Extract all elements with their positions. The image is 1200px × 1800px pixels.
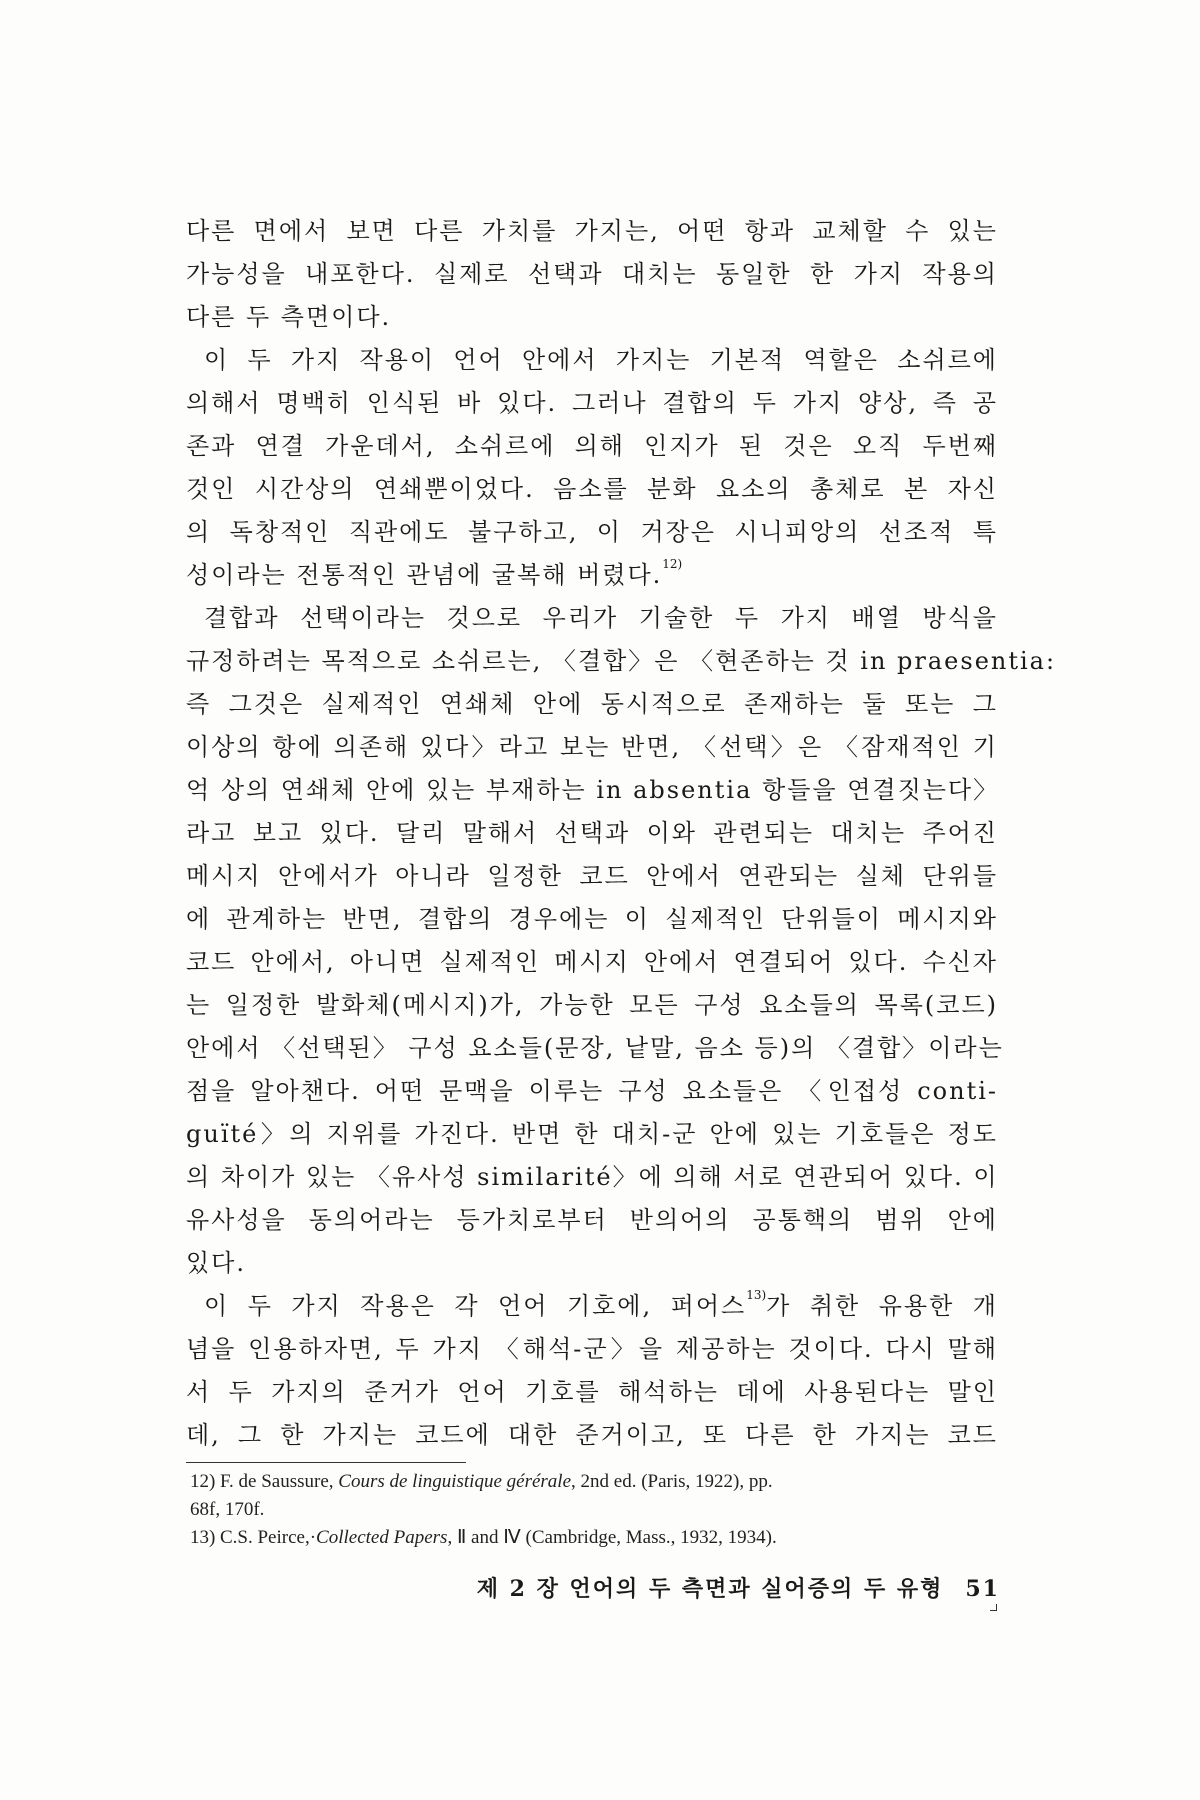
footnotes: [190, 1468, 1000, 1552]
text-line: [186, 1414, 998, 1457]
text-line: [186, 683, 998, 726]
text-line: [186, 1027, 1004, 1070]
page-number: 51: [965, 1576, 1000, 1602]
text-line: [186, 554, 998, 597]
line-text: 념을 인용하자면, 두 가지 〈해석-군〉을 제공하는 것이다. 다시 말해: [186, 1335, 998, 1363]
footnote-rule: [186, 1462, 466, 1463]
footnote-title: Collected Papers: [316, 1527, 448, 1548]
text-line: [186, 468, 998, 511]
line-text: 즉 그것은 실제적인 연쇄체 안에 동시적으로 존재하는 둘 또는 그: [186, 690, 998, 718]
corner-mark: [990, 1604, 997, 1611]
text-line: [186, 855, 998, 898]
footnote-ref: 13): [746, 1288, 767, 1302]
footnote-author: C.S. Peirce,·: [220, 1527, 317, 1548]
line-text: 는 일정한 발화체(메시지)가, 가능한 모든 구성 요소들의 목록(코드): [186, 991, 998, 1019]
text-line: [186, 1070, 998, 1113]
text-line: [186, 253, 998, 296]
running-footer: [420, 1572, 1000, 1603]
text-line: [186, 597, 998, 640]
line-text: 의 차이가 있는 〈유사성 similarité〉에 의해 서로 연관되어 있다. 이: [186, 1163, 999, 1191]
line-text: 코드 안에서, 아니면 실제적인 메시지 안에서 연결되어 있다. 수신자: [186, 948, 998, 976]
text-line: [186, 425, 998, 468]
text-line: [186, 640, 1057, 683]
footnote-details: , Ⅱ and Ⅳ (Cambridge, Mass., 1932, 1934).: [447, 1527, 777, 1548]
line-text: 것인 시간상의 연쇄뿐이었다. 음소를 분화 요소의 총체로 본 자신: [186, 475, 998, 503]
line-text: 규정하려는 목적으로 소쉬르는, 〈결합〉은 〈현존하는 것 in praesentia:: [186, 647, 1057, 675]
text-line: [186, 984, 998, 1027]
text-line: [186, 1328, 998, 1371]
text-line: [186, 812, 998, 855]
text-line: [186, 1371, 998, 1414]
chapter-title: 제 2 장 언어의 두 측면과 실어증의 두 유형: [476, 1576, 944, 1602]
text-line: [186, 941, 998, 984]
text-line: [186, 296, 998, 339]
line-text: 서 두 가지의 준거가 언어 기호를 해석하는 데에 사용된다는 말인: [186, 1378, 998, 1406]
line-text: 있다.: [186, 1249, 246, 1277]
line-text: 라고 보고 있다. 달리 말해서 선택과 이와 관련되는 대치는 주어진: [186, 819, 998, 847]
line-text: 의 독창적인 직관에도 불구하고, 이 거장은 시니피앙의 선조적 특: [186, 518, 998, 546]
footnote-author: F. de Saussure,: [220, 1471, 339, 1492]
line-text: 점을 알아챈다. 어떤 문맥을 이루는 구성 요소들은 〈인접성 conti-: [186, 1077, 998, 1105]
line-text: 의해서 명백히 인식된 바 있다. 그러나 결합의 두 가지 양상, 즉 공: [186, 389, 998, 417]
text-line: [186, 726, 998, 769]
text-line: [186, 898, 998, 941]
footnote: [190, 1468, 1000, 1496]
text-line: [186, 339, 998, 382]
line-text: 이 두 가지 작용이 언어 안에서 가지는 기본적 역할은 소쉬르에: [204, 346, 998, 374]
line-text: 안에서 〈선택된〉 구성 요소들(문장, 낱말, 음소 등)의 〈결합〉이라는: [186, 1034, 1004, 1062]
line-text: 결합과 선택이라는 것으로 우리가 기술한 두 가지 배열 방식을: [204, 604, 998, 632]
line-text: 이 두 가지 작용은 각 언어 기호에, 퍼어스: [204, 1292, 747, 1320]
footnote-ref: 12): [662, 557, 683, 571]
text-line: [186, 1156, 998, 1199]
text-line: [186, 210, 998, 253]
line-text: 다른 면에서 보면 다른 가치를 가지는, 어떤 항과 교체할 수 있는: [186, 217, 998, 245]
footnote-title: Cours de linguistique gérérale: [338, 1471, 572, 1492]
line-text: 데, 그 한 가지는 코드에 대한 준거이고, 또 다른 한 가지는 코드: [186, 1421, 998, 1449]
text-line: [186, 769, 998, 812]
line-text-after: 가 취한 유용한 개: [766, 1292, 998, 1320]
line-text: 가능성을 내포한다. 실제로 선택과 대치는 동일한 한 가지 작용의: [186, 260, 998, 288]
line-text: 유사성을 동의어라는 등가치로부터 반의어의 공통핵의 범위 안에: [186, 1206, 998, 1234]
line-text: 메시지 안에서가 아니라 일정한 코드 안에서 연관되는 실체 단위들: [186, 862, 998, 890]
body-text: [186, 210, 1057, 1457]
footnote: [190, 1524, 1000, 1552]
line-text: 에 관계하는 반면, 결합의 경우에는 이 실제적인 단위들이 메시지와: [186, 905, 998, 933]
footnote-number: 12): [190, 1471, 216, 1492]
line-text: 다른 두 측면이다.: [186, 303, 392, 331]
footnote-number: 13): [190, 1527, 216, 1548]
line-text: 억 상의 연쇄체 안에 있는 부재하는 in absentia 항들을 연결짓는다〉: [186, 776, 1000, 804]
line-text: 존과 연결 가운데서, 소쉬르에 의해 인지가 된 것은 오직 두번째: [186, 432, 998, 460]
text-line: [186, 511, 998, 554]
footnote-continuation: 68f, 170f.: [190, 1499, 265, 1520]
text-line: [186, 1113, 998, 1156]
text-line: [186, 382, 998, 425]
line-text: 성이라는 전통적인 관념에 굴복해 버렸다.: [186, 561, 663, 589]
text-line: [186, 1199, 998, 1242]
line-text: guïté〉의 지위를 가진다. 반면 한 대치-군 안에 있는 기호들은 정도: [186, 1120, 998, 1148]
footnote-details: , 2nd ed. (Paris, 1922), pp.: [571, 1471, 773, 1492]
line-text: 이상의 항에 의존해 있다〉라고 보는 반면, 〈선택〉은 〈잠재적인 기: [186, 733, 998, 761]
text-line: [186, 1285, 998, 1328]
text-line: [186, 1242, 998, 1285]
